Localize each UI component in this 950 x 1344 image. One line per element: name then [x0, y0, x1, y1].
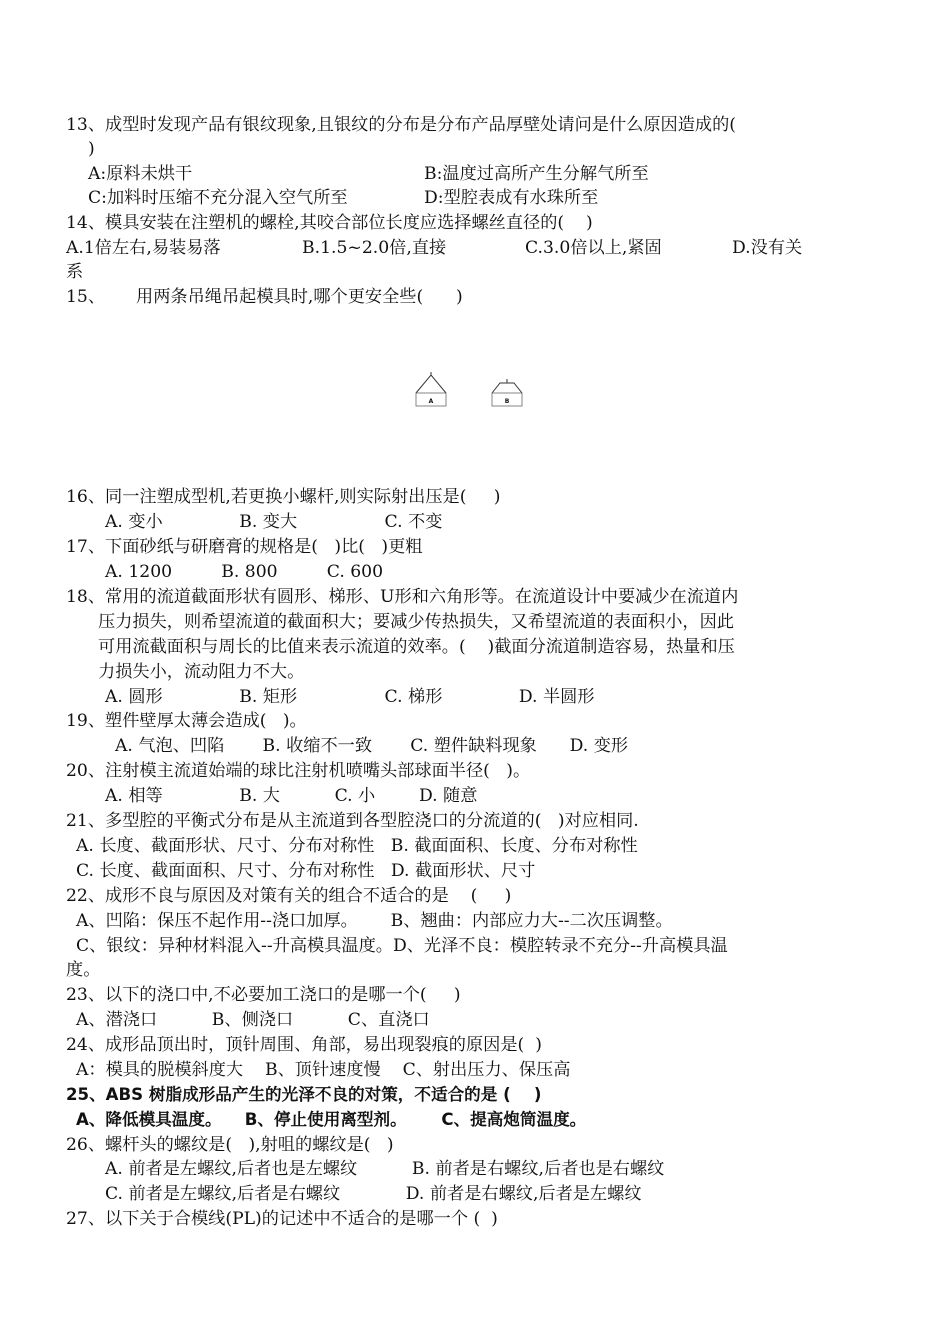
q14-option-a: A.1倍左右,易装易落 [66, 238, 221, 258]
q18-options: A. 圆形 B. 矩形 C. 梯形 D. 半圆形 [105, 687, 595, 707]
q14-option-d-cont: 系 [66, 262, 84, 282]
q21-options-cd: C. 长度、截面面积、尺寸、分布对称性 D. 截面形状、尺寸 [76, 861, 536, 881]
q17-stem: 17、下面砂纸与研磨膏的规格是( )比( )更粗 [66, 537, 423, 557]
q27-stem: 27、以下关于合模线(PL)的记述中不适合的是哪一个 ( ) [66, 1209, 498, 1229]
q26-options-cd: C. 前者是左螺纹,后者是右螺纹 D. 前者是右螺纹,后者是左螺纹 [105, 1184, 642, 1204]
q13-option-b: B:温度过高所产生分解气所至 [424, 164, 649, 184]
hoist-figure-a [410, 371, 452, 411]
q18-stem-2: 压力损失，则希望流道的截面积大；要减少传热损失，又希望流道的表面积小，因此 [98, 612, 734, 632]
q21-stem: 21、多型腔的平衡式分布是从主流道到各型腔浇口的分流道的( )对应相同. [66, 811, 639, 831]
q26-options-ab: A. 前者是左螺纹,后者也是左螺纹 B. 前者是右螺纹,后者也是右螺纹 [105, 1159, 665, 1179]
q14-option-d: D.没有关 [732, 238, 803, 258]
q22-options-ab: A、凹陷：保压不起作用--浇口加厚。 B、翘曲：内部应力大--二次压调整。 [76, 911, 673, 931]
q24-stem: 24、成形品顶出时，顶针周围、角部，易出现裂痕的原因是( ) [66, 1035, 542, 1055]
q19-options: A. 气泡、凹陷 B. 收缩不一致 C. 塑件缺料现象 D. 变形 [115, 736, 629, 756]
q14-option-c: C.3.0倍以上,紧固 [525, 238, 662, 258]
q13-stem: 13、成型时发现产品有银纹现象,且银纹的分布是分布产品厚壁处请问是什么原因造成的( [66, 115, 736, 135]
q16-stem: 16、同一注塑成型机,若更换小螺杆,则实际射出压是( ) [66, 487, 501, 507]
q21-options-ab: A. 长度、截面形状、尺寸、分布对称性 B. 截面面积、长度、分布对称性 [76, 836, 638, 856]
q18-stem-3: 可用流截面积与周长的比值来表示流道的效率。( )截面分流道制造容易，热量和压 [98, 637, 735, 657]
q13-option-a: A:原料未烘干 [88, 164, 193, 184]
q13-option-d: D:型腔表成有水珠所至 [424, 188, 599, 208]
q15-number: 15、 [66, 287, 106, 307]
q14-stem: 14、模具安装在注塑机的螺栓,其咬合部位长度应选择螺丝直径的( ) [66, 213, 593, 233]
q22-options-cd-cont: 度。 [66, 960, 101, 980]
q26-stem: 26、螺杆头的螺纹是( ),射咀的螺纹是( ) [66, 1135, 394, 1155]
q23-stem: 23、以下的浇口中,不必要加工浇口的是哪一个( ) [66, 985, 461, 1005]
hoist-figure-b [486, 371, 528, 411]
q20-stem: 20、注射模主流道始端的球比注射机喷嘴头部球面半径( )。 [66, 761, 531, 781]
q24-options: A：模具的脱模斜度大 B、顶针速度慢 C、射出压力、保压高 [76, 1060, 571, 1080]
q17-options: A. 1200 B. 800 C. 600 [105, 562, 384, 582]
q13-option-c: C:加料时压缩不充分混入空气所至 [88, 188, 348, 208]
q19-stem: 19、塑件壁厚太薄会造成( )。 [66, 711, 307, 731]
q14-option-b: B.1.5~2.0倍,直接 [302, 238, 447, 258]
figure-label-b: B [504, 398, 510, 405]
q16-options: A. 变小 B. 变大 C. 不变 [105, 512, 443, 532]
q18-stem-1: 18、常用的流道截面形状有圆形、梯形、U形和六角形等。在流道设计中要减少在流道内 [66, 587, 739, 607]
figure-label-a: A [428, 398, 434, 405]
q23-options: A、潜浇口 B、侧浇口 C、直浇口 [76, 1010, 430, 1030]
q25-stem: 25、ABS 树脂成形品产生的光泽不良的对策，不适合的是 ( ) [66, 1085, 542, 1104]
q22-options-cd: C、银纹：异种材料混入--升高模具温度。D、光泽不良：模腔转录不充分--升高模具温 [76, 936, 728, 956]
q18-stem-4: 力损失小，流动阻力不大。 [98, 662, 305, 682]
q20-options: A. 相等 B. 大 C. 小 D. 随意 [105, 786, 478, 806]
q25-options: A、降低模具温度。 B、停止使用离型剂。 C、提高炮筒温度。 [76, 1110, 587, 1129]
q13-stem-cont: ) [88, 139, 95, 159]
q15-stem: 用两条吊绳吊起模具时,哪个更安全些( ) [136, 287, 463, 307]
q22-stem: 22、成形不良与原因及对策有关的组合不适合的是 ( ) [66, 886, 512, 906]
